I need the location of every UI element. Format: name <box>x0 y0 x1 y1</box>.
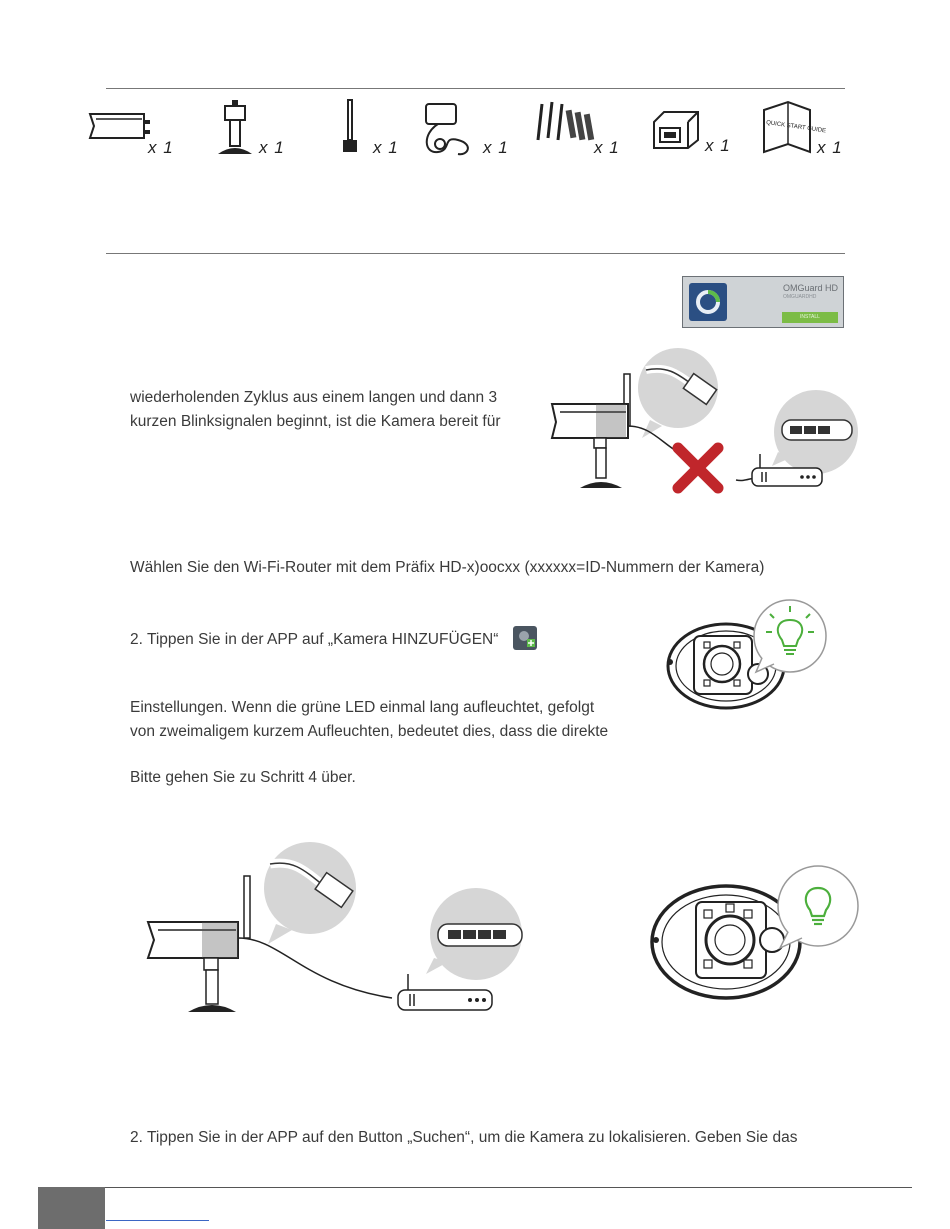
install-button[interactable]: INSTALL <box>782 312 838 323</box>
footer-link-underline[interactable] <box>106 1220 209 1221</box>
app-publisher: OMGUARDHD <box>783 294 817 300</box>
qty-label: x 1 <box>594 138 620 157</box>
app-name: OMGuard HD <box>783 283 839 293</box>
section1-line2: kurzen Blinksignalen beginnt, ist die Kamera bereit für <box>130 413 501 430</box>
qty-label: x 1 <box>148 138 174 157</box>
led-description-line1: Einstellungen. Wenn die grüne LED einmal lang aufleuchtet, gefolgt <box>130 699 595 716</box>
guide-cover-text: QUICK START GUIDE <box>765 120 827 135</box>
section1-line1: wiederholenden Zyklus aus einem langen und dann 3 <box>130 389 498 406</box>
camera-cable-connected-illustration <box>142 834 522 1016</box>
step2-search-camera: 2. Tippen Sie in der APP auf den Button „Suchen“, um die Kamera zu lokalisieren. Geben Sie das <box>130 1129 798 1146</box>
section-divider <box>106 253 845 254</box>
network-coupler-icon <box>650 108 702 150</box>
power-adapter-icon <box>418 100 482 158</box>
led-description-line2: von zweimaligem kurzem Aufleuchten, bedeutet dies, dass die direkte <box>130 723 609 740</box>
camera-no-cable-illustration <box>546 342 844 496</box>
mount-bracket-icon <box>212 98 258 158</box>
app-icon <box>689 283 727 321</box>
wifi-router-instruction: Wählen Sie den Wi-Fi-Router mit dem Präfix HD-x)oocxx (xxxxxx=ID-Nummern der Kamera) <box>130 559 765 576</box>
qty-label: x 1 <box>817 138 843 157</box>
qty-label: x 1 <box>483 138 509 157</box>
step2-add-camera-text: 2. Tippen Sie in der APP auf „Kamera HINZUFÜGEN“ <box>130 631 499 648</box>
qty-label: x 1 <box>373 138 399 157</box>
disconnected-cross-icon <box>678 448 718 488</box>
screws-anchors-icon <box>534 100 596 146</box>
footer-rule <box>38 1187 912 1188</box>
qty-label: x 1 <box>705 136 731 155</box>
app-store-tile[interactable] <box>682 276 844 328</box>
step2-add-camera <box>130 626 537 652</box>
footer-page-block <box>38 1187 105 1229</box>
qty-label: x 1 <box>259 138 285 157</box>
quick-start-guide-icon <box>758 100 827 156</box>
camera-back-blinking-led-illustration <box>662 600 832 714</box>
antenna-icon <box>338 98 362 156</box>
go-to-step4: Bitte gehen Sie zu Schritt 4 über. <box>130 769 356 786</box>
add-camera-icon <box>513 626 537 650</box>
camera-back-solid-led-illustration <box>646 852 860 1016</box>
camera-icon <box>86 110 154 144</box>
top-divider <box>106 88 845 89</box>
